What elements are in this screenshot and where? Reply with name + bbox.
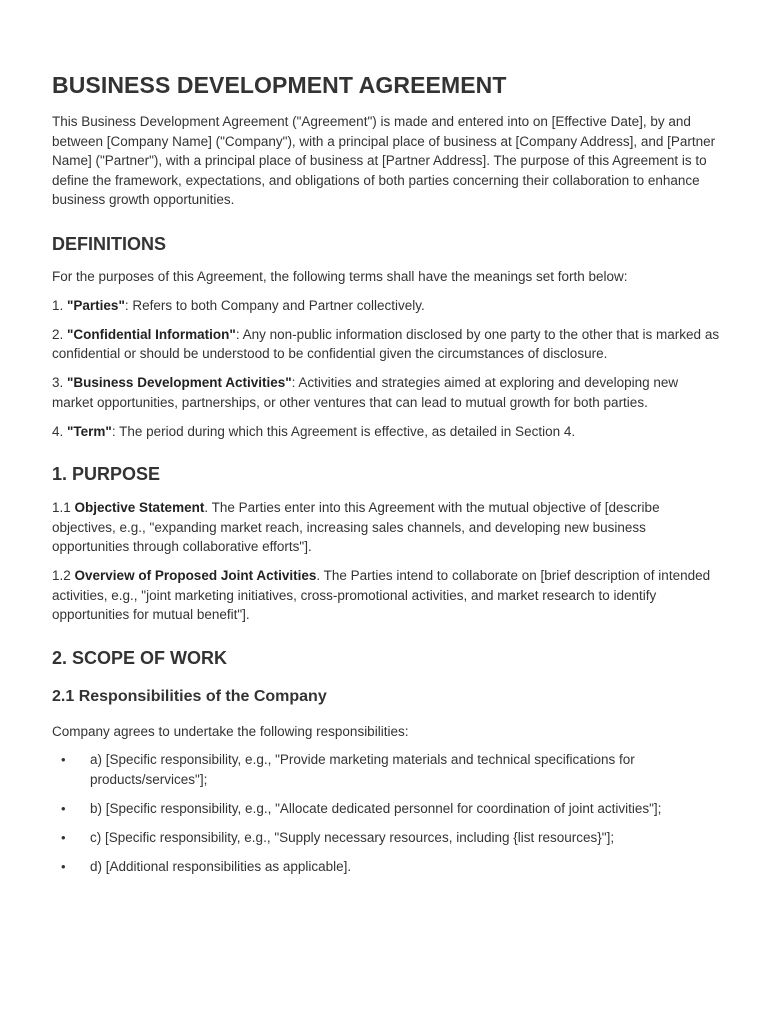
definition-text: : The period during which this Agreement is effective, as detailed in Section 4. bbox=[111, 423, 576, 439]
list-item bbox=[52, 750, 720, 789]
purpose-number: 1.1 bbox=[52, 500, 75, 515]
bullet-icon: • bbox=[61, 752, 66, 767]
agreement-content bbox=[52, 70, 720, 886]
definition-number: 3. bbox=[52, 375, 68, 390]
definition-number: 2. bbox=[52, 326, 68, 342]
definition-term: "Term" bbox=[67, 423, 112, 439]
definition-text: : Any non-public information disclosed by one party to the other that is marked as confidential or should be understood to be confidential given the circumstances of disclosure. bbox=[52, 326, 720, 361]
definition-item bbox=[52, 325, 720, 364]
definition-item bbox=[52, 422, 720, 442]
purpose-text: . The Parties enter into this Agreement with the mutual objective of [describe objectives, e.g., "expanding market reach, increasing sales channels, and developing new business opportunities through collaborative efforts"]. bbox=[52, 500, 660, 554]
definition-term: "Parties" bbox=[67, 297, 125, 313]
definitions-lead: For the purposes of this Agreement, the following terms shall have the meanings set forth below: bbox=[52, 268, 628, 284]
definition-term: "Confidential Information" bbox=[67, 326, 236, 342]
purpose-text: . The Parties intend to collaborate on [brief description of intended activities, e.g., "joint marketing initiatives, cross-promotional activities, and market research to identify opportunities for mutual benefit"]. bbox=[52, 568, 711, 622]
purpose-term: Objective Statement bbox=[74, 500, 205, 515]
company-responsibilities-subheading: 2.1 Responsibilities of the Company bbox=[52, 687, 327, 705]
purpose-item bbox=[52, 498, 720, 557]
purpose-number: 1.2 bbox=[52, 568, 75, 583]
definition-number: 4. bbox=[52, 423, 68, 439]
bullet-icon: • bbox=[61, 829, 66, 845]
definition-number: 1. bbox=[52, 297, 68, 313]
definition-item bbox=[52, 296, 720, 316]
scope-heading: 2. SCOPE OF WORK bbox=[52, 647, 228, 668]
bullet-icon: • bbox=[61, 858, 66, 874]
list-item-text: d) [Additional responsibilities as applicable]. bbox=[90, 858, 352, 874]
list-item bbox=[52, 857, 720, 877]
list-item bbox=[52, 828, 720, 848]
list-item-text: b) [Specific responsibility, e.g., "Allocate dedicated personnel for coordination of joint activities"]; bbox=[90, 800, 662, 816]
purpose-heading: 1. PURPOSE bbox=[52, 464, 161, 484]
definition-item bbox=[52, 373, 720, 412]
definition-text: : Refers to both Company and Partner collectively. bbox=[124, 297, 425, 313]
list-item-text: c) [Specific responsibility, e.g., "Supply necessary resources, including {list resources}"]; bbox=[90, 829, 615, 845]
responsibilities-list bbox=[52, 750, 720, 876]
bullet-icon: • bbox=[61, 800, 66, 816]
intro-paragraph: This Business Development Agreement ("Agreement") is made and entered into on [Effective Date], by and between [Company Name] ("Company"), with a principal place of business at [Company Address], and [Partner Name] ("Partner"), with a principal place of business at [Partner Address]. The purpose of this Agreement is to define the framework, expectations, and obligations of both parties concerning their collaboration to enhance business growth opportunities. bbox=[52, 114, 716, 207]
document-title: BUSINESS DEVELOPMENT AGREEMENT bbox=[52, 72, 507, 98]
purpose-term: Overview of Proposed Joint Activities bbox=[74, 568, 317, 583]
responsibilities-lead: Company agrees to undertake the following responsibilities: bbox=[52, 723, 409, 739]
list-item bbox=[52, 799, 720, 819]
definitions-heading: DEFINITIONS bbox=[52, 233, 167, 254]
list-item-text: a) [Specific responsibility, e.g., "Provide marketing materials and technical specifications for products/services"]; bbox=[90, 752, 635, 787]
definition-text: : Activities and strategies aimed at exploring and developing new market opportunities, partnerships, or other ventures that can lead to mutual growth for both parties. bbox=[52, 375, 679, 410]
definition-term: "Business Development Activities" bbox=[67, 375, 292, 390]
purpose-item bbox=[52, 566, 720, 625]
